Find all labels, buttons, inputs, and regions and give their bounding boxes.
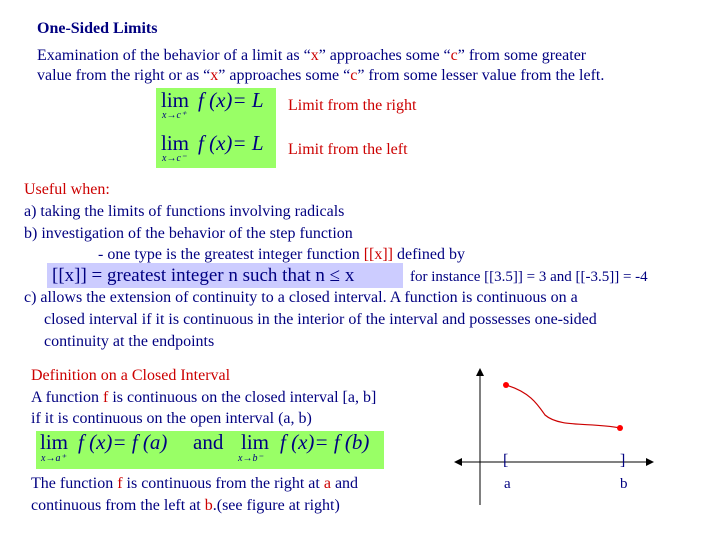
useful-heading: Useful when: bbox=[24, 181, 110, 198]
lim-symbol: lim bbox=[161, 88, 190, 112]
intro-text: ” from some greater bbox=[457, 47, 587, 64]
intro-text: ” approaches some “ bbox=[318, 47, 451, 64]
def-text: A function bbox=[31, 389, 103, 406]
limit-expression: f (x)= L bbox=[198, 88, 264, 112]
useful-item-b: b) investigation of the behavior of the step function bbox=[24, 225, 353, 242]
page-title: One-Sided Limits bbox=[37, 20, 158, 37]
closed-interval-line-2: if it is continuous on the open interval (a, b) bbox=[31, 410, 312, 427]
def-text: is continuous on the closed interval [a, b] bbox=[108, 389, 377, 406]
intro-c: c bbox=[350, 67, 358, 84]
closed-interval-line-3 bbox=[31, 474, 358, 494]
limit-left-formula bbox=[161, 131, 276, 169]
intro-line-1 bbox=[37, 46, 586, 66]
intro-line-2 bbox=[37, 66, 604, 86]
lim-subscript: x→c⁻ bbox=[162, 153, 187, 164]
function-curve bbox=[506, 385, 620, 428]
useful-item-c-line-2: closed interval if it is continuous in the interior of the interval and possesses one-sided bbox=[44, 311, 597, 328]
gif-instance: for instance [[3.5]] = 3 and [[-3.5]] = -4 bbox=[410, 269, 648, 285]
detail-text: defined by bbox=[393, 246, 465, 263]
endpoint-b-dot bbox=[617, 425, 623, 431]
def-text: is continuous from the right at bbox=[122, 475, 324, 492]
useful-item-b-detail bbox=[98, 245, 465, 265]
endpoint-a-dot bbox=[503, 382, 509, 388]
lim-subscript: x→a⁺ bbox=[41, 453, 66, 464]
function-f: f bbox=[117, 475, 123, 492]
lim-subscript: x→b⁻ bbox=[238, 453, 263, 464]
def-text: and bbox=[330, 475, 359, 492]
intro-x: x bbox=[210, 67, 219, 84]
closed-interval-figure bbox=[450, 360, 710, 510]
closed-interval-line-1 bbox=[31, 388, 376, 408]
axis-label-a: a bbox=[504, 476, 511, 492]
and-word: and bbox=[193, 430, 224, 454]
useful-item-a: a) taking the limits of functions involving radicals bbox=[24, 203, 345, 220]
intro-text: ” approaches some “ bbox=[218, 67, 351, 84]
lim-symbol: lim bbox=[241, 430, 270, 454]
axis-label-b: b bbox=[620, 476, 628, 492]
closed-interval-heading: Definition on a Closed Interval bbox=[31, 367, 231, 384]
detail-text: - one type is the greatest integer function bbox=[98, 246, 364, 263]
limit-expression: f (x)= f (b) bbox=[280, 430, 370, 454]
useful-item-c-line-3: continuity at the endpoints bbox=[44, 333, 215, 350]
endpoint-a: a bbox=[323, 475, 331, 492]
lim-subscript: x→c⁺ bbox=[162, 110, 187, 121]
intro-x: x bbox=[310, 47, 319, 64]
def-text: .(see figure at right) bbox=[212, 497, 340, 514]
bracket-left: [ bbox=[503, 452, 509, 469]
intro-text: value from the right or as “ bbox=[37, 67, 211, 84]
intro-text: ” from some lesser value from the left. bbox=[357, 67, 605, 84]
closed-interval-line-4 bbox=[31, 496, 340, 516]
def-text: continuous from the left at bbox=[31, 497, 205, 514]
gif-notation: [[x]] bbox=[363, 246, 393, 263]
function-f: f bbox=[103, 389, 109, 406]
lim-symbol: lim bbox=[40, 430, 69, 454]
limit-expression: f (x)= f (a) bbox=[78, 430, 168, 454]
gif-formula: [[x]] = greatest integer n such that n ≤ x bbox=[52, 265, 355, 286]
limit-left-label: Limit from the left bbox=[288, 141, 408, 158]
intro-text: Examination of the behavior of a limit as “ bbox=[37, 47, 311, 64]
endpoint-b: b bbox=[204, 497, 213, 514]
intro-c: c bbox=[450, 47, 458, 64]
limit-right-formula bbox=[161, 88, 276, 126]
lim-symbol: lim bbox=[161, 131, 190, 155]
useful-item-c-line-1: c) allows the extension of continuity to a closed interval. A function is continuous on a bbox=[24, 289, 578, 306]
closed-interval-formula bbox=[40, 429, 380, 469]
bracket-right: ] bbox=[620, 452, 626, 469]
limit-expression: f (x)= L bbox=[198, 131, 264, 155]
limit-right-label: Limit from the right bbox=[288, 97, 417, 114]
def-text: The function bbox=[31, 475, 118, 492]
